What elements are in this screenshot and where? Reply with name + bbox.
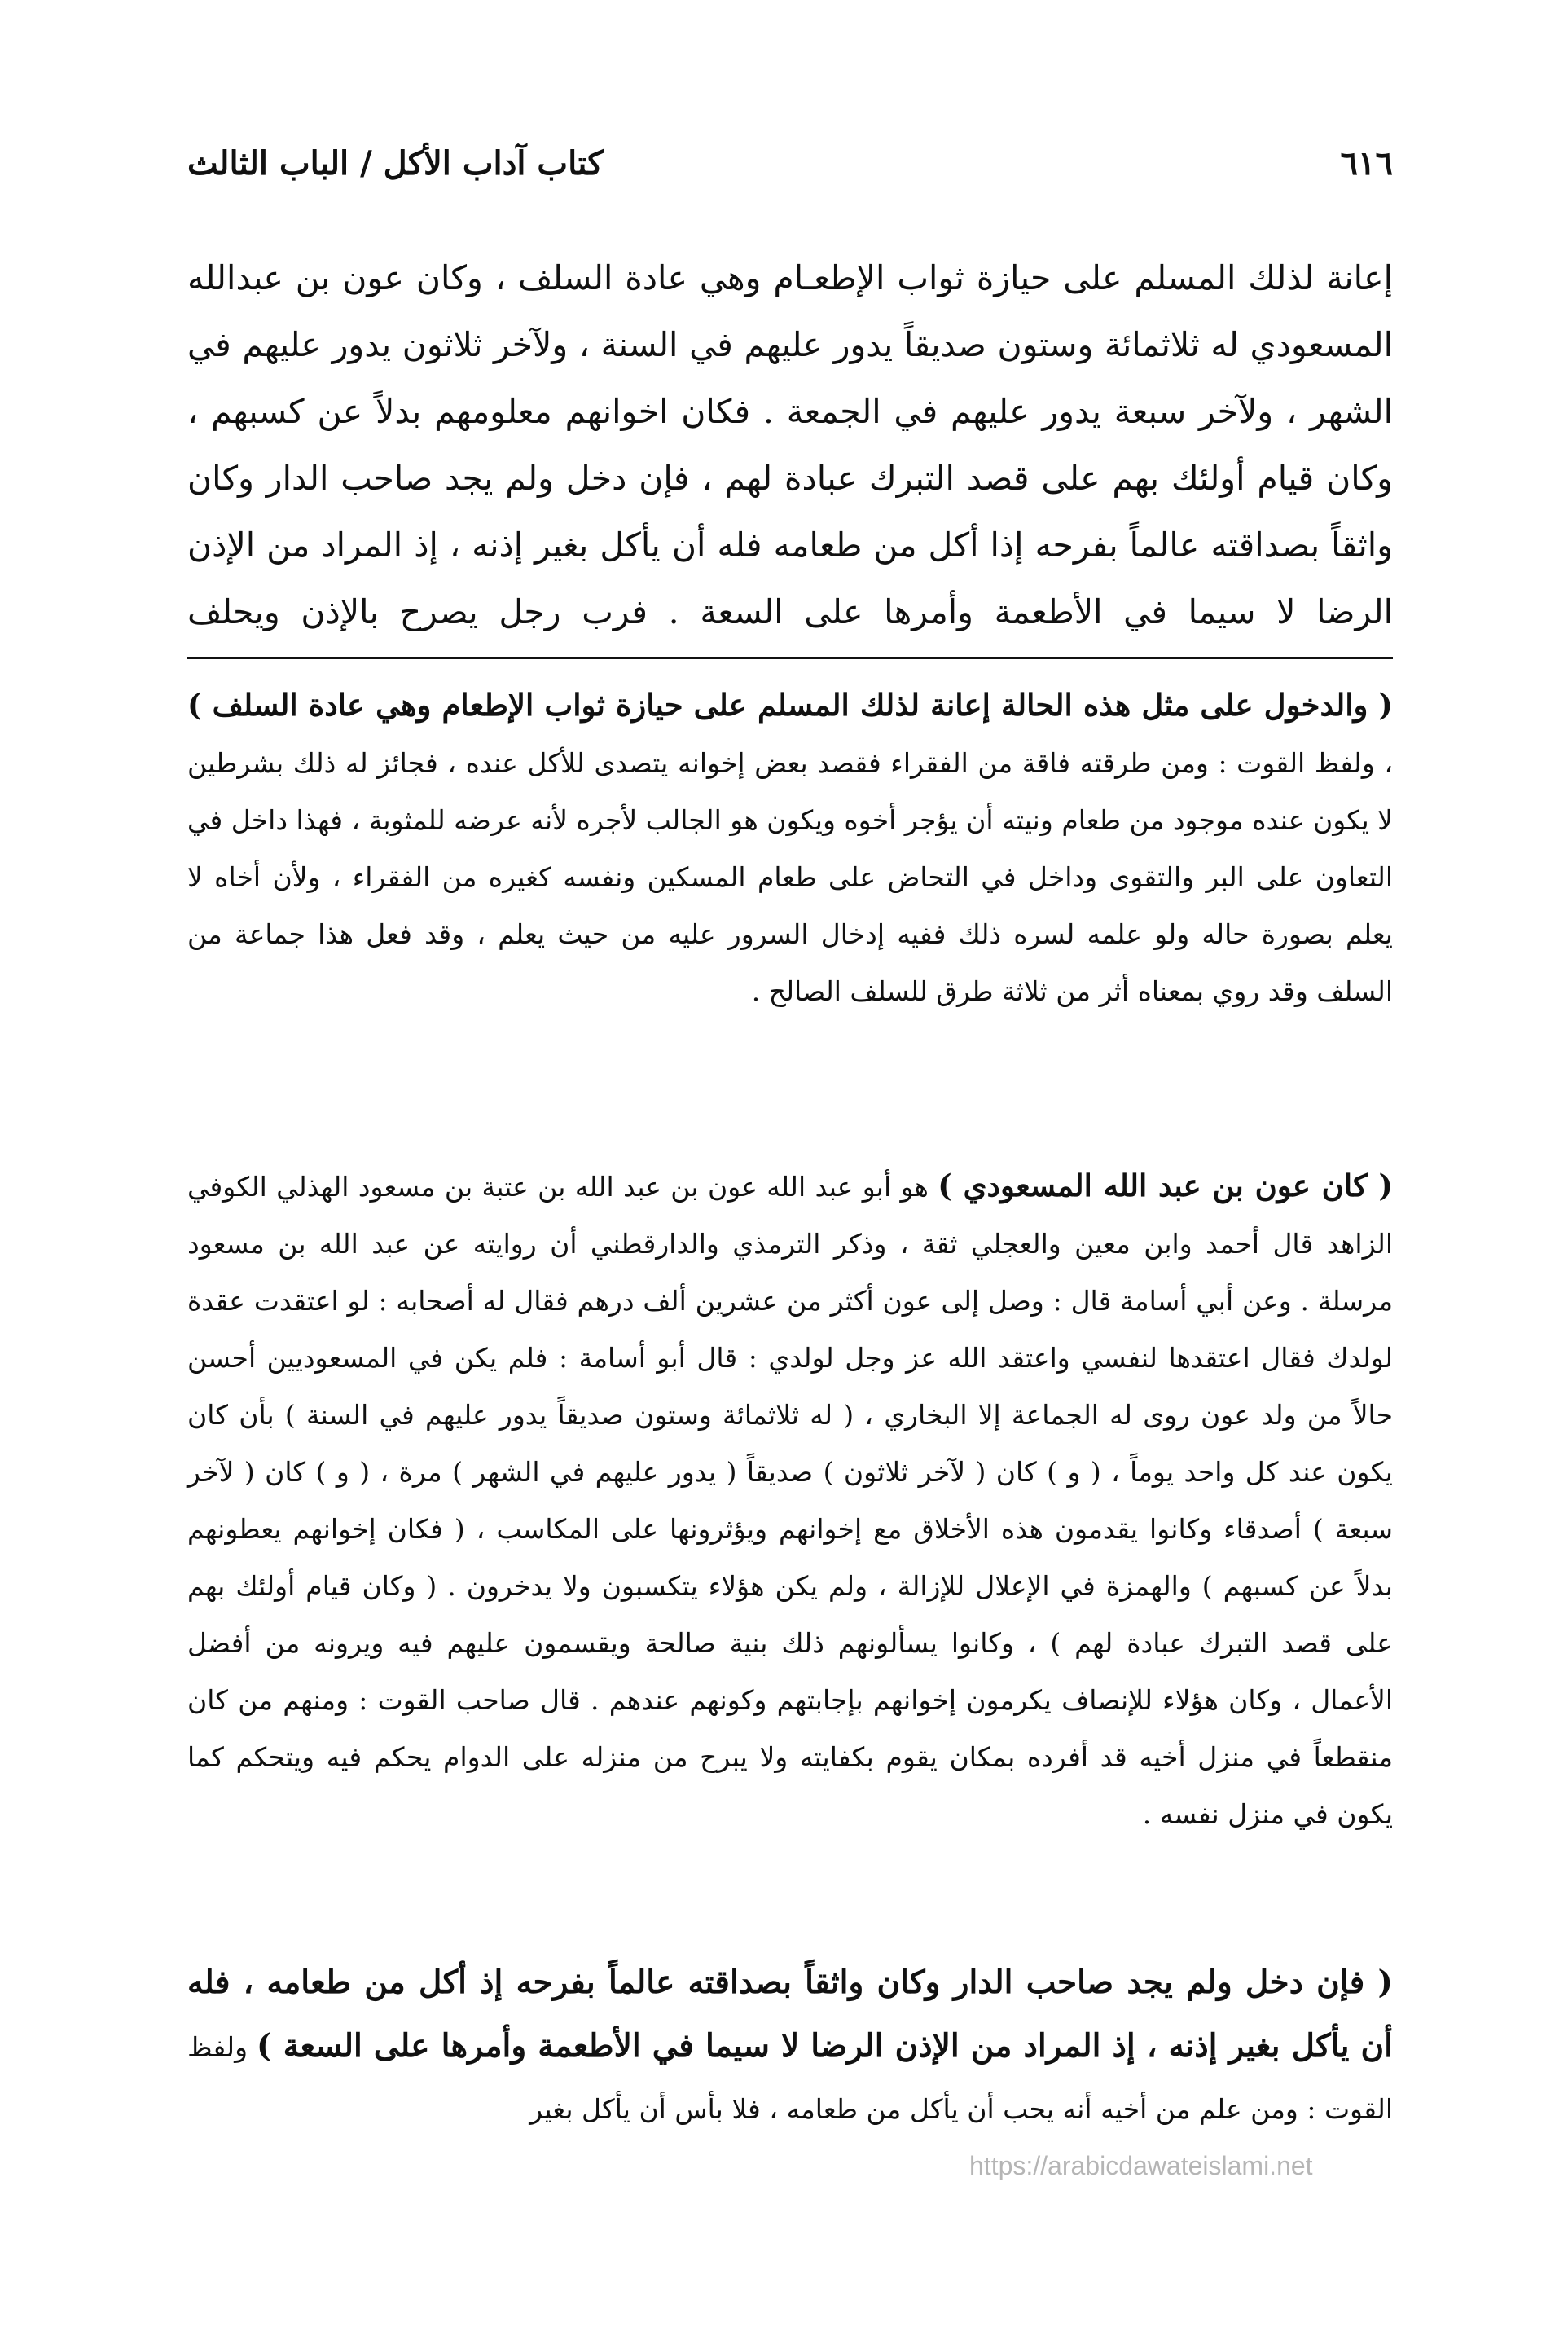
main-text-block xyxy=(187,244,1393,645)
separator-rule xyxy=(187,657,1393,659)
commentary-text: هو أبو عبد الله عون بن عبد الله بن عتبة بن مسعود الهذلي الكوفي الزاهد قال أحمد وابن معين والعجلي ثقة ، وذكر الترمذي والدارقطني أن روايته عن عبد الله بن مسعود مرسلة . وعن أبي أسامة قال : وصل إلى عون أكثر من عشرين ألف درهم فقال له أصحابه : لو اعتقدت عقدة لولدك فقال اعتقدها لنفسي واعتقد الله عز وجل لولدي : قال أبو أسامة : فلم يكن في المسعوديين أحسن حالاً من ولد عون روى له الجماعة إلا البخاري ، ( له ثلاثمائة وستون صديقاً يدور عليهم في السنة ) بأن كان يكون عند كل واحد يوماً ، ( و ) كان ( لآخر ثلاثون ) صديقاً ( يدور عليهم في الشهر ) مرة ، ( و ) كان ( لآخر سبعة ) أصدقاء وكانوا يقدمون هذه الأخلاق مع إخوانهم ويؤثرونها على المكاسب ، ( فكان إخوانهم يعطونهم بدلاً عن كسبهم ) والهمزة في الإعلال للإزالة ، ولم يكن هؤلاء يتكسبون ولا يدخرون . ( وكان قيام أولئك بهم على قصد التبرك عبادة لهم ) ، وكانوا يسألونهم ذلك بنية صالحة ويقسمون عليهم فيه ويرونه من أفضل الأعمال ، وكان هؤلاء للإنصاف يكرمون إخوانهم بإجابتهم وكونهم عندهم . قال صاحب القوت : ومنهم من كان منقطعاً في منزل أخيه قد أفرده بمكان يقوم بكفايته ولا يبرح من منزله على الدوام يحكم فيه ويتحكم كما يكون في منزل نفسه . xyxy=(187,1171,1393,1830)
watermark-url: https://arabicdawateislami.net xyxy=(969,2151,1313,2180)
commentary-lemma: ( كان عون بن عبد الله المسعودي ) xyxy=(938,1168,1393,1203)
commentary-paragraph xyxy=(187,676,1393,1020)
commentary-block-1 xyxy=(187,676,1393,1020)
commentary-block-2 xyxy=(187,1157,1393,1843)
commentary-paragraph xyxy=(187,1951,1393,2140)
main-paragraph: إعانة لذلك المسلم على حيازة ثواب الإطعـام وهي عادة السلف ، وكان عون بن عبدالله المسعودي له ثلاثمائة وستون صديقاً يدور عليهم في السنة ، ولآخر ثلاثون يدور عليهم في الشهر ، ولآخر سبعة يدور عليهم في الجمعة . فكان اخوانهم معلومهم بدلاً عن كسبهم ، وكان قيام أولئك بهم على قصد التبرك عبادة لهم ، فإن دخل ولم يجد صاحب الدار وكان واثقاً بصداقته عالماً بفرحه إذا أكل من طعامه فله أن يأكل بغير إذنه ، إذ المراد من الإذن الرضا لا سيما في الأطعمة وأمرها على السعة . فرب رجل يصرح بالإذن ويحلف xyxy=(187,258,1393,631)
commentary-text: ، ولفظ القوت : ومن طرقته فاقة من الفقراء فقصد بعض إخوانه يتصدى للأكل عنده ، فجائز له ذلك بشرطين لا يكون عنده موجود من طعام ونيته أن يؤجر أخوه ويكون هو الجالب لأجره لأنه عرضه للمثوبة ، فهذا داخل في التعاون على البر والتقوى وداخل في التحاض على طعام المسكين ونفسه كغيره من الفقراء ، ولأن أخاه لا يعلم بصورة حاله ولو علمه لسره ذلك ففيه إدخال السرور عليه من حيث يعلم ، وقد فعل هذا جماعة من السلف وقد روي بمعناه أثر من ثلاثة طرق للسلف الصالح . xyxy=(187,747,1393,1007)
commentary-block-3 xyxy=(187,1951,1393,2140)
running-title: كتاب آداب الأكل / الباب الثالث xyxy=(187,143,604,183)
page-number: ٦١٦ xyxy=(1340,143,1393,183)
commentary-text: ولفظ القوت : ومن علم من أخيه أنه يحب أن يأكل من طعامه ، فلا بأس أن يأكل بغير xyxy=(187,2031,1393,2125)
commentary-lemma: ( والدخول على مثل هذه الحالة إعانة لذلك المسلم على حيازة ثواب الإطعام وهي عادة السلف ) xyxy=(187,687,1393,723)
commentary-lemma: ( فإن دخل ولم يجد صاحب الدار وكان واثقاً بصداقته عالماً بفرحه إذ أكل من طعامه ، فله أن يأكل بغير إذنه ، إذ المراد من الإذن الرضا لا سيما في الأطعمة وأمرها على السعة ) xyxy=(187,1964,1393,2065)
commentary-paragraph xyxy=(187,1157,1393,1843)
page-header xyxy=(187,139,1393,187)
